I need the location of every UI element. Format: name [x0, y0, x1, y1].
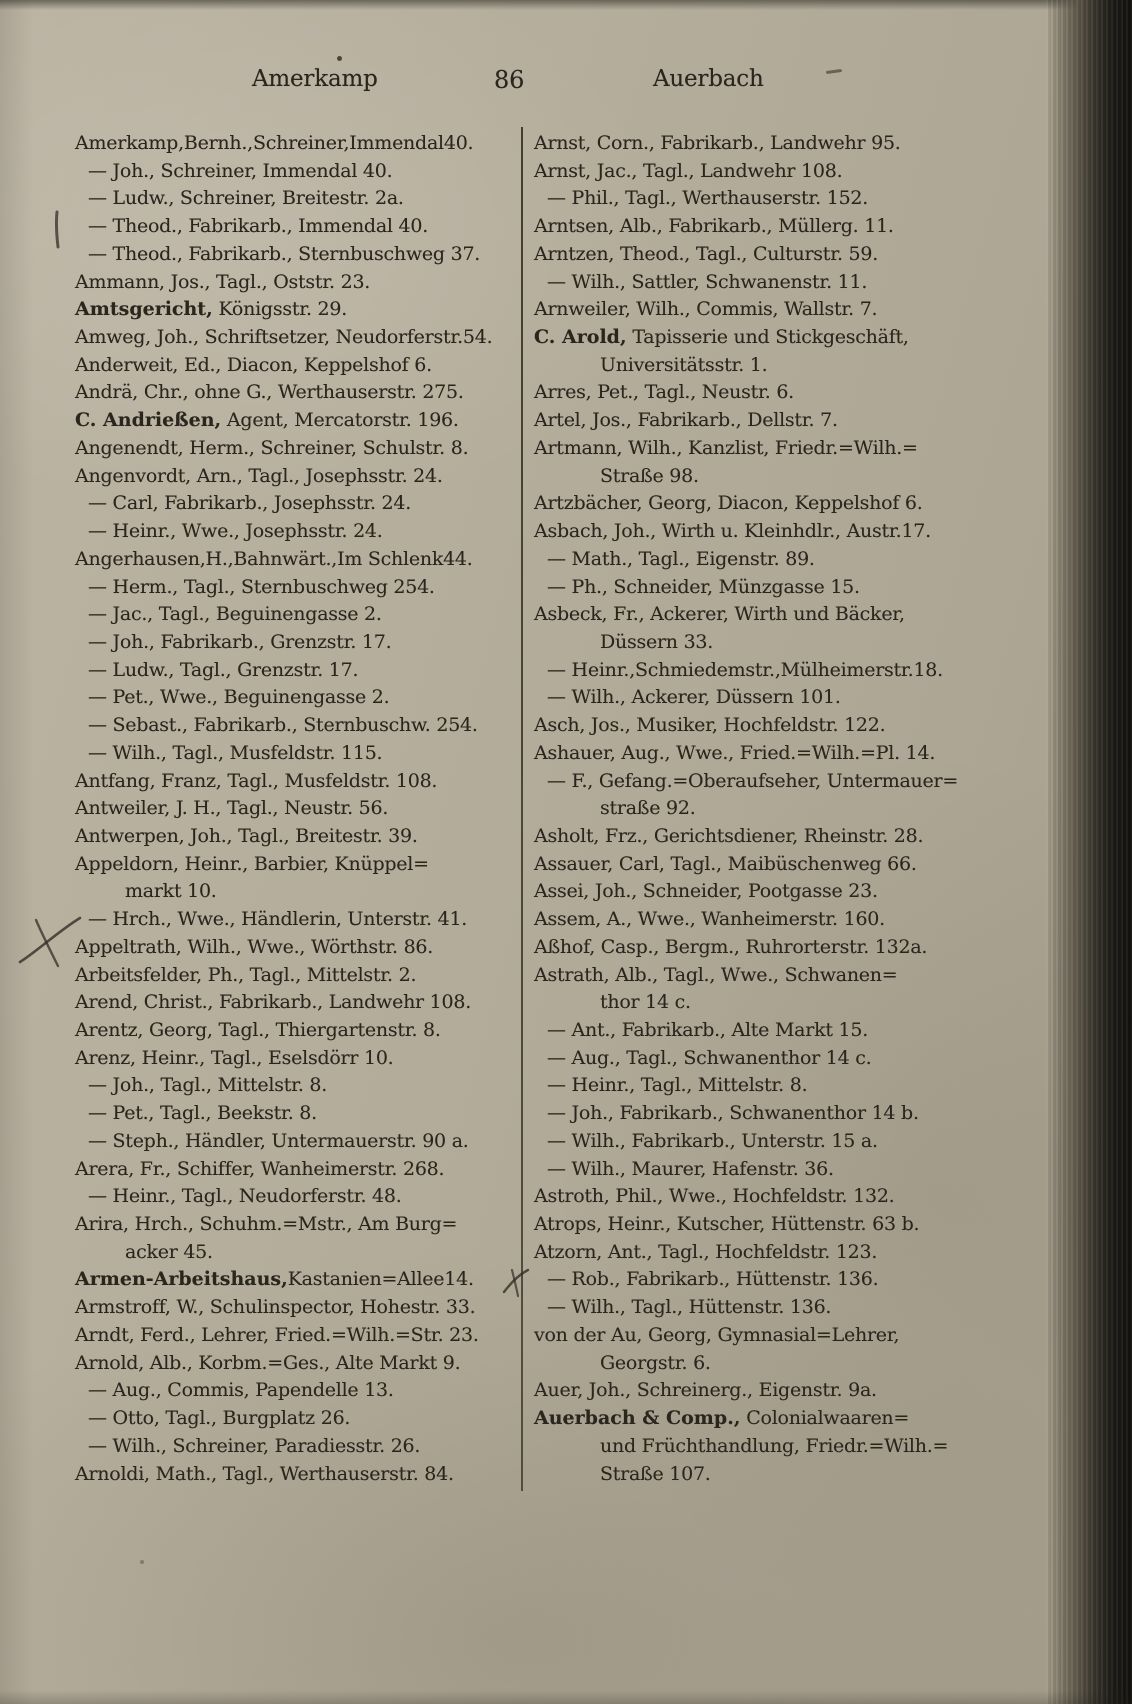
entry-line: Aßhof, Casp., Bergm., Ruhrorterstr. 132a. — [534, 935, 928, 958]
entry-line: Auer, Joh., Schreinerg., Eigenstr. 9a. — [534, 1379, 877, 1402]
entry-line: Amtsgericht, Königsstr. 29. — [75, 298, 348, 321]
entry-line: — Sebast., Fabrikarb., Sternbuschw. 254. — [88, 714, 478, 737]
entry-line: Amweg, Joh., Schriftsetzer, Neudorferstr.54. — [75, 326, 493, 349]
entry-line: Arntsen, Alb., Fabrikarb., Müllerg. 11. — [534, 215, 894, 238]
directory-entry — [75, 934, 523, 962]
entry-line: Astroth, Phil., Wwe., Hochfeldstr. 132. — [534, 1185, 895, 1208]
entry-line: Arres, Pet., Tagl., Neustr. 6. — [534, 381, 794, 404]
directory-entry — [75, 1266, 523, 1294]
entry-line: — Heinr., Wwe., Josephsstr. 24. — [88, 520, 383, 543]
entry-line: C. Andrießen, Agent, Mercatorstr. 196. — [75, 409, 459, 432]
directory-entry — [534, 1100, 996, 1128]
entry-line: — Pet., Wwe., Beguinengasse 2. — [88, 686, 390, 709]
entry-line: Arbeitsfelder, Ph., Tagl., Mittelstr. 2. — [75, 963, 417, 986]
directory-entry — [534, 1211, 996, 1239]
directory-entry — [534, 712, 996, 740]
entry-line: — Pet., Tagl., Beekstr. 8. — [88, 1102, 317, 1125]
directory-entry — [534, 324, 996, 379]
entry-line: — Heinr., Tagl., Mittelstr. 8. — [547, 1074, 808, 1097]
entry-line-continuation: und Früchthandlung, Friedr.=Wilh.= — [600, 1434, 949, 1457]
entry-line: — Joh., Fabrikarb., Grenzstr. 17. — [88, 630, 392, 653]
directory-entry — [75, 657, 523, 685]
entry-line: Angenendt, Herm., Schreiner, Schulstr. 8. — [75, 436, 469, 459]
directory-entry — [75, 1128, 523, 1156]
directory-entry — [534, 906, 996, 934]
entry-line: Antweiler, J. H., Tagl., Neustr. 56. — [75, 797, 389, 820]
entry-line: — Aug., Commis, Papendelle 13. — [88, 1379, 394, 1402]
entry-line: Antwerpen, Joh., Tagl., Breitestr. 39. — [75, 824, 418, 847]
directory-entry — [534, 1294, 996, 1322]
directory-entry — [534, 158, 996, 186]
entry-line: Astrath, Alb., Tagl., Wwe., Schwanen= — [534, 963, 898, 986]
directory-entry — [75, 1322, 523, 1350]
directory-entry — [75, 463, 523, 491]
directory-entry — [75, 1017, 523, 1045]
entry-line: Armstroff, W., Schulinspector, Hohestr. 33. — [75, 1296, 476, 1319]
directory-entry — [75, 601, 523, 629]
directory-entry — [75, 158, 523, 186]
vertical-ink-stroke — [53, 210, 63, 250]
entry-line: Arend, Christ., Fabrikarb., Landwehr 108. — [75, 991, 471, 1014]
directory-entry — [75, 407, 523, 435]
entry-line: — Wilh., Schreiner, Paradiesstr. 26. — [88, 1434, 421, 1457]
entry-line: — Wilh., Maurer, Hafenstr. 36. — [547, 1157, 834, 1180]
entry-line: Ammann, Jos., Tagl., Oststr. 23. — [75, 270, 371, 293]
directory-entry — [75, 546, 523, 574]
entry-bold-name: C. Andrießen, — [75, 409, 222, 432]
directory-entry — [75, 823, 523, 851]
entry-line: — Wilh., Ackerer, Düssern 101. — [547, 686, 841, 709]
entry-bold-name: Armen-Arbeitshaus, — [75, 1268, 288, 1291]
entry-line: Asholt, Frz., Gerichtsdiener, Rheinstr. 28. — [534, 824, 924, 847]
directory-entry — [534, 1156, 996, 1184]
entry-line: — Heinr., Tagl., Neudorferstr. 48. — [88, 1185, 402, 1208]
entry-line: C. Arold, Tapisserie und Stickgeschäft, — [534, 326, 909, 349]
entry-line-continuation: markt 10. — [125, 880, 217, 903]
entry-line: — Theod., Fabrikarb., Sternbuschweg 37. — [88, 242, 481, 265]
directory-entry — [534, 878, 996, 906]
directory-entry — [534, 1239, 996, 1267]
directory-entry — [75, 490, 523, 518]
directory-entry — [75, 712, 523, 740]
directory-entry — [75, 1072, 523, 1100]
directory-entry — [75, 795, 523, 823]
book-page-edge — [1046, 0, 1132, 1704]
entry-line-continuation: Straße 107. — [600, 1462, 711, 1485]
left-column — [75, 130, 523, 1488]
directory-entry — [75, 241, 523, 269]
entry-line: — Otto, Tagl., Burgplatz 26. — [88, 1407, 351, 1430]
entry-line: Artel, Jos., Fabrikarb., Dellstr. 7. — [534, 409, 838, 432]
entry-line: Assauer, Carl, Tagl., Maibüschenweg 66. — [534, 852, 917, 875]
directory-entry — [75, 352, 523, 380]
entry-line: Arnst, Jac., Tagl., Landwehr 108. — [534, 159, 843, 182]
entry-line: — Joh., Fabrikarb., Schwanenthor 14 b. — [547, 1102, 919, 1125]
directory-entry — [534, 1266, 996, 1294]
directory-entry — [534, 684, 996, 712]
directory-entry — [534, 1072, 996, 1100]
directory-entry — [534, 185, 996, 213]
entry-line: — Theod., Fabrikarb., Immendal 40. — [88, 215, 429, 238]
directory-entry — [534, 518, 996, 546]
page-top-edge-shadow — [0, 0, 1132, 10]
entry-line: — Joh., Tagl., Mittelstr. 8. — [88, 1074, 328, 1097]
directory-entry — [75, 989, 523, 1017]
entry-line-continuation: acker 45. — [125, 1240, 213, 1263]
directory-entry — [534, 1045, 996, 1073]
entry-bold-name: Amtsgericht, — [75, 298, 213, 321]
entry-line: Arnst, Corn., Fabrikarb., Landwehr 95. — [534, 132, 901, 154]
entry-line: — Wilh., Tagl., Musfeldstr. 115. — [88, 741, 383, 764]
directory-entry — [75, 213, 523, 241]
entry-line: Arndt, Ferd., Lehrer, Fried.=Wilh.=Str. 23. — [75, 1323, 479, 1346]
directory-entry — [75, 269, 523, 297]
directory-entry — [534, 1128, 996, 1156]
entry-line: Antfang, Franz, Tagl., Musfeldstr. 108. — [75, 769, 438, 792]
entry-line: — Jac., Tagl., Beguinengasse 2. — [88, 603, 382, 626]
entry-line: — F., Gefang.=Oberaufseher, Untermauer= — [547, 769, 959, 792]
entry-line: Arnoldi, Math., Tagl., Werthauserstr. 84. — [75, 1462, 454, 1485]
directory-entry — [75, 1045, 523, 1073]
entry-line: Arntzen, Theod., Tagl., Culturstr. 59. — [534, 242, 878, 265]
entry-line: Angerhausen,H.,Bahnwärt.,Im Schlenk44. — [75, 547, 473, 570]
directory-entry — [534, 574, 996, 602]
directory-entry — [75, 1350, 523, 1378]
directory-entry — [75, 296, 523, 324]
directory-entry — [75, 768, 523, 796]
directory-entry — [75, 1433, 523, 1461]
running-head-left: Amerkamp — [252, 66, 378, 92]
entry-line: Asbeck, Fr., Ackerer, Wirth und Bäcker, — [534, 603, 905, 626]
directory-entry — [75, 324, 523, 352]
paper-speck — [337, 56, 342, 61]
directory-entry — [534, 851, 996, 879]
directory-entry — [534, 1017, 996, 1045]
directory-entry — [534, 379, 996, 407]
entry-line-continuation: Georgstr. 6. — [600, 1351, 711, 1374]
entry-line: Arera, Fr., Schiffer, Wanheimerstr. 268. — [75, 1157, 445, 1180]
directory-entry — [75, 962, 523, 990]
entry-line: Assei, Joh., Schneider, Pootgasse 23. — [534, 880, 878, 903]
entry-line: Asch, Jos., Musiker, Hochfeldstr. 122. — [534, 714, 886, 737]
directory-entry — [75, 1294, 523, 1322]
directory-entry — [75, 1100, 523, 1128]
entry-line: — Hrch., Wwe., Händlerin, Unterstr. 41. — [88, 908, 468, 931]
entry-line: — Ph., Schneider, Münzgasse 15. — [547, 575, 860, 598]
directory-entry — [534, 269, 996, 297]
entry-line: Arira, Hrch., Schuhm.=Mstr., Am Burg= — [75, 1213, 458, 1236]
entry-line-continuation: Universitätsstr. 1. — [600, 353, 768, 376]
directory-entry — [534, 1322, 996, 1377]
directory-entry — [75, 851, 523, 906]
entry-line: — Steph., Händler, Untermauerstr. 90 a. — [88, 1129, 469, 1152]
entry-line: Arentz, Georg, Tagl., Thiergartenstr. 8. — [75, 1019, 441, 1041]
directory-entry — [534, 241, 996, 269]
directory-entry — [75, 740, 523, 768]
directory-entry — [534, 1183, 996, 1211]
entry-line: — Aug., Tagl., Schwanenthor 14 c. — [547, 1046, 872, 1069]
directory-entry — [534, 1377, 996, 1405]
directory-entry — [75, 185, 523, 213]
directory-entry — [75, 435, 523, 463]
entry-line: — Phil., Tagl., Werthauserstr. 152. — [547, 187, 869, 210]
entry-line: — Ludw., Schreiner, Breitestr. 2a. — [88, 187, 404, 210]
entry-line: Asbach, Joh., Wirth u. Kleinhdlr., Austr.17. — [534, 520, 931, 543]
directory-entry — [534, 546, 996, 574]
directory-entry — [534, 490, 996, 518]
directory-entry — [534, 934, 996, 962]
entry-line: Angenvordt, Arn., Tagl., Josephsstr. 24. — [75, 464, 443, 487]
directory-entry — [534, 296, 996, 324]
directory-entry — [75, 629, 523, 657]
entry-line: Assem, A., Wwe., Wanheimerstr. 160. — [534, 908, 885, 931]
paper-speck — [140, 1560, 144, 1564]
entry-line: Appeldorn, Heinr., Barbier, Knüppel= — [75, 852, 429, 875]
entry-bold-name: C. Arold, — [534, 326, 627, 349]
directory-entry — [534, 435, 996, 490]
entry-line: Arenz, Heinr., Tagl., Eselsdörr 10. — [75, 1046, 394, 1069]
entry-line: Artmann, Wilh., Kanzlist, Friedr.=Wilh.= — [534, 436, 918, 459]
entry-line: Artzbächer, Georg, Diacon, Keppelshof 6. — [534, 492, 923, 515]
entry-line: — Heinr.,Schmiedemstr.,Mülheimerstr.18. — [547, 658, 943, 681]
entry-line: — Ant., Fabrikarb., Alte Markt 15. — [547, 1019, 868, 1041]
entry-line: Anderweit, Ed., Diacon, Keppelshof 6. — [75, 353, 432, 376]
paper-speck — [826, 69, 842, 74]
entry-line: — Rob., Fabrikarb., Hüttenstr. 136. — [547, 1268, 879, 1291]
entry-line: von der Au, Georg, Gymnasial=Lehrer, — [534, 1323, 900, 1346]
directory-entry — [75, 1156, 523, 1184]
entry-line: Andrä, Chr., ohne G., Werthauserstr. 275. — [75, 381, 464, 404]
directory-entry — [75, 574, 523, 602]
directory-entry — [534, 601, 996, 656]
entry-line: — Carl, Fabrikarb., Josephsstr. 24. — [88, 492, 412, 515]
entry-line: — Ludw., Tagl., Grenzstr. 17. — [88, 658, 359, 681]
directory-entry — [534, 130, 996, 158]
directory-entry — [75, 518, 523, 546]
page-bottom-edge-shadow — [0, 1690, 1132, 1704]
directory-entry — [75, 1183, 523, 1211]
directory-entry — [534, 1405, 996, 1488]
entry-line: — Math., Tagl., Eigenstr. 89. — [547, 547, 815, 570]
running-head-right: Auerbach — [653, 66, 764, 92]
directory-entry — [75, 379, 523, 407]
directory-entry — [534, 213, 996, 241]
handwritten-check-mark — [500, 1268, 532, 1300]
directory-entry — [75, 1461, 523, 1489]
directory-entry — [75, 1405, 523, 1433]
entry-line-continuation: thor 14 c. — [600, 991, 691, 1014]
entry-line: Amerkamp,Bernh.,Schreiner,Immendal40. — [75, 132, 474, 154]
directory-entry — [75, 684, 523, 712]
entry-line: — Wilh., Sattler, Schwanenstr. 11. — [547, 270, 868, 293]
entry-line: Arnweiler, Wilh., Commis, Wallstr. 7. — [534, 298, 878, 321]
directory-entry — [534, 768, 996, 823]
entry-line: — Wilh., Fabrikarb., Unterstr. 15 a. — [547, 1129, 878, 1152]
directory-entry — [75, 1211, 523, 1266]
entry-line: Arnold, Alb., Korbm.=Ges., Alte Markt 9. — [75, 1351, 461, 1374]
handwritten-x-mark — [18, 914, 84, 970]
entry-bold-name: Auerbach & Comp., — [534, 1407, 741, 1430]
entry-line: Auerbach & Comp., Colonialwaaren= — [534, 1407, 910, 1430]
entry-line: Armen-Arbeitshaus,Kastanien=Allee14. — [75, 1268, 474, 1291]
directory-entry — [534, 657, 996, 685]
entry-line: Atrops, Heinr., Kutscher, Hüttenstr. 63 b. — [534, 1213, 920, 1236]
entry-line: — Herm., Tagl., Sternbuschweg 254. — [88, 575, 435, 598]
entry-line: Ashauer, Aug., Wwe., Fried.=Wilh.=Pl. 14. — [534, 741, 936, 764]
entry-line: — Joh., Schreiner, Immendal 40. — [88, 159, 393, 182]
directory-entry — [75, 130, 523, 158]
directory-entry — [75, 1377, 523, 1405]
entry-line: Appeltrath, Wilh., Wwe., Wörthstr. 86. — [75, 935, 434, 958]
directory-entry — [534, 962, 996, 1017]
entry-line-continuation: straße 92. — [600, 797, 696, 820]
directory-entry — [534, 823, 996, 851]
directory-entry — [534, 407, 996, 435]
directory-entry — [75, 906, 523, 934]
entry-line: — Wilh., Tagl., Hüttenstr. 136. — [547, 1296, 832, 1319]
entry-line-continuation: Düssern 33. — [600, 630, 714, 653]
entry-line: Atzorn, Ant., Tagl., Hochfeldstr. 123. — [534, 1240, 878, 1263]
entry-line-continuation: Straße 98. — [600, 464, 699, 487]
directory-entry — [534, 740, 996, 768]
page-number: 86 — [494, 66, 525, 94]
right-column — [534, 130, 996, 1488]
